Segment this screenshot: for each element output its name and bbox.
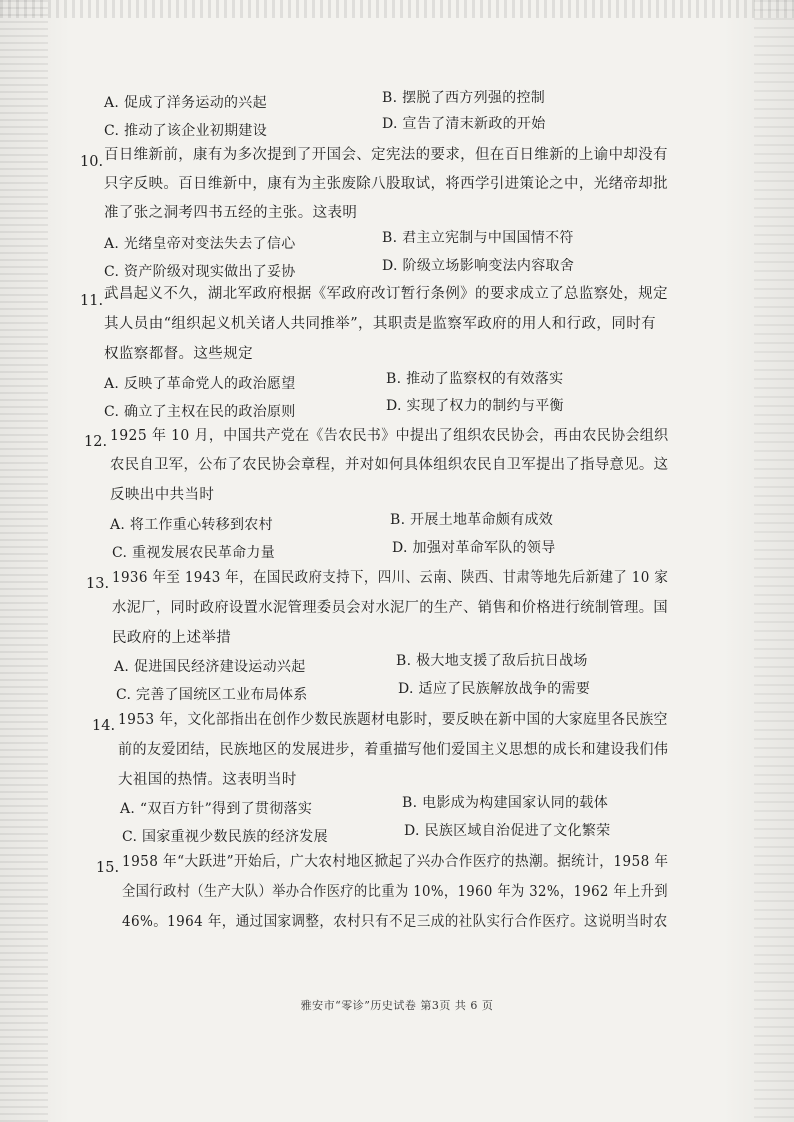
q15-number: 15. (96, 860, 120, 876)
q12-option-a: A. 将工作重心转移到农村 (110, 517, 273, 533)
q14-number: 14. (92, 718, 116, 734)
q13-option-d: D. 适应了民族解放战争的需要 (398, 681, 591, 697)
q14-stem-line-2: 前的友爱团结，民族地区的发展进步，着重描写他们爱国主义思想的成长和建设我们伟 (118, 742, 669, 758)
q14-option-b: B. 电影成为构建国家认同的载体 (402, 795, 608, 811)
q11-option-b: B. 推动了监察权的有效落实 (386, 371, 564, 387)
q15-stem-line-1: 1958 年“大跃进”开始后，广大农村地区掀起了兴办合作医疗的热潮。据统计，1958 年 (122, 854, 669, 870)
q11-number: 11. (80, 293, 104, 309)
q14-option-a: A. “双百方针”得到了贯彻落实 (120, 801, 313, 817)
q14-stem-line-3: 大祖国的热情。这表明当时 (118, 772, 297, 788)
q10-stem-line-1: 百日维新前，康有为多次提到了开国会、定宪法的要求，但在百日维新的上谕中却没有 (104, 147, 668, 163)
q11-stem-line-3: 权监察都督。这些规定 (104, 346, 253, 362)
q13-stem-line-3: 民政府的上述举措 (112, 630, 232, 646)
q9-option-c: C. 推动了该企业初期建设 (104, 123, 268, 139)
q13-option-c: C. 完善了国统区工业布局体系 (116, 687, 308, 703)
q11-stem-line-2: 其人员由“组织起义机关诸人共同推举”，其职责是监察军政府的用人和行政，同时有 (104, 316, 657, 332)
q13-number: 13. (86, 576, 110, 592)
q10-option-d: D. 阶级立场影响变法内容取舍 (382, 258, 575, 274)
q15-stem-line-3: 46%。1964 年，通过国家调整，农村只有不足三成的社队实行合作医疗。这说明当时农 (122, 914, 668, 930)
q12-option-c: C. 重视发展农民革命力量 (112, 545, 276, 561)
q14-option-d: D. 民族区域自治促进了文化繁荣 (404, 823, 611, 839)
q11-option-c: C. 确立了主权在民的政治原则 (104, 404, 296, 420)
page-footer: 雅安市“零诊”历史试卷 第3页 共 6 页 (300, 999, 494, 1012)
q11-stem-line-1: 武昌起义不久，湖北军政府根据《军政府改订暂行条例》的要求成立了总监察处，规定 (104, 286, 668, 302)
q11-option-a: A. 反映了革命党人的政治愿望 (104, 376, 296, 392)
q14-option-c: C. 国家重视少数民族的经济发展 (122, 829, 328, 845)
q12-number: 12. (84, 434, 108, 450)
q10-option-a: A. 光绪皇帝对变法失去了信心 (104, 236, 296, 252)
q10-stem-line-3: 准了张之洞考四书五经的主张。这表明 (104, 205, 358, 221)
q12-option-b: B. 开展土地革命颇有成效 (390, 512, 554, 528)
q15-stem-line-2: 全国行政村（生产大队）举办合作医疗的比重为 10%，1960 年为 32%，1962 年上升到 (122, 884, 668, 900)
q13-option-b: B. 极大地支援了敌后抗日战场 (396, 653, 588, 669)
q12-stem-line-1: 1925 年 10 月，中国共产党在《告农民书》中提出了组织农民协会，再由农民协会组织 (110, 428, 669, 444)
q9-option-d: D. 宣告了清末新政的开始 (382, 116, 546, 132)
q10-number: 10. (80, 154, 104, 170)
q12-option-d: D. 加强对革命军队的领导 (392, 540, 556, 556)
q9-option-a: A. 促成了洋务运动的兴起 (104, 95, 267, 111)
q9-option-b: B. 摆脱了西方列强的控制 (382, 90, 546, 106)
q14-stem-line-1: 1953 年，文化部指出在创作少数民族题材电影时，要反映在新中国的大家庭里各民族空 (118, 712, 668, 728)
q12-stem-line-3: 反映出中共当时 (110, 487, 215, 503)
q13-stem-line-1: 1936 年至 1943 年，在国民政府支持下，四川、云南、陕西、甘肃等地先后新建了 10 家 (112, 570, 669, 586)
q10-stem-line-2: 只字反映。百日维新中，康有为主张废除八股取试，将西学引进策论之中，光绪帝却批 (104, 176, 668, 192)
q10-option-b: B. 君主立宪制与中国国情不符 (382, 230, 574, 246)
q11-option-d: D. 实现了权力的制约与平衡 (386, 398, 564, 414)
q13-stem-line-2: 水泥厂，同时政府设置水泥管理委员会对水泥厂的生产、销售和价格进行统制管理。国 (112, 600, 669, 616)
q12-stem-line-2: 农民自卫军，公布了农民协会章程，并对如何具体组织农民自卫军提出了指导意见。这 (110, 457, 669, 473)
q10-option-c: C. 资产阶级对现实做出了妥协 (104, 264, 296, 280)
q13-option-a: A. 促进国民经济建设运动兴起 (114, 659, 306, 675)
